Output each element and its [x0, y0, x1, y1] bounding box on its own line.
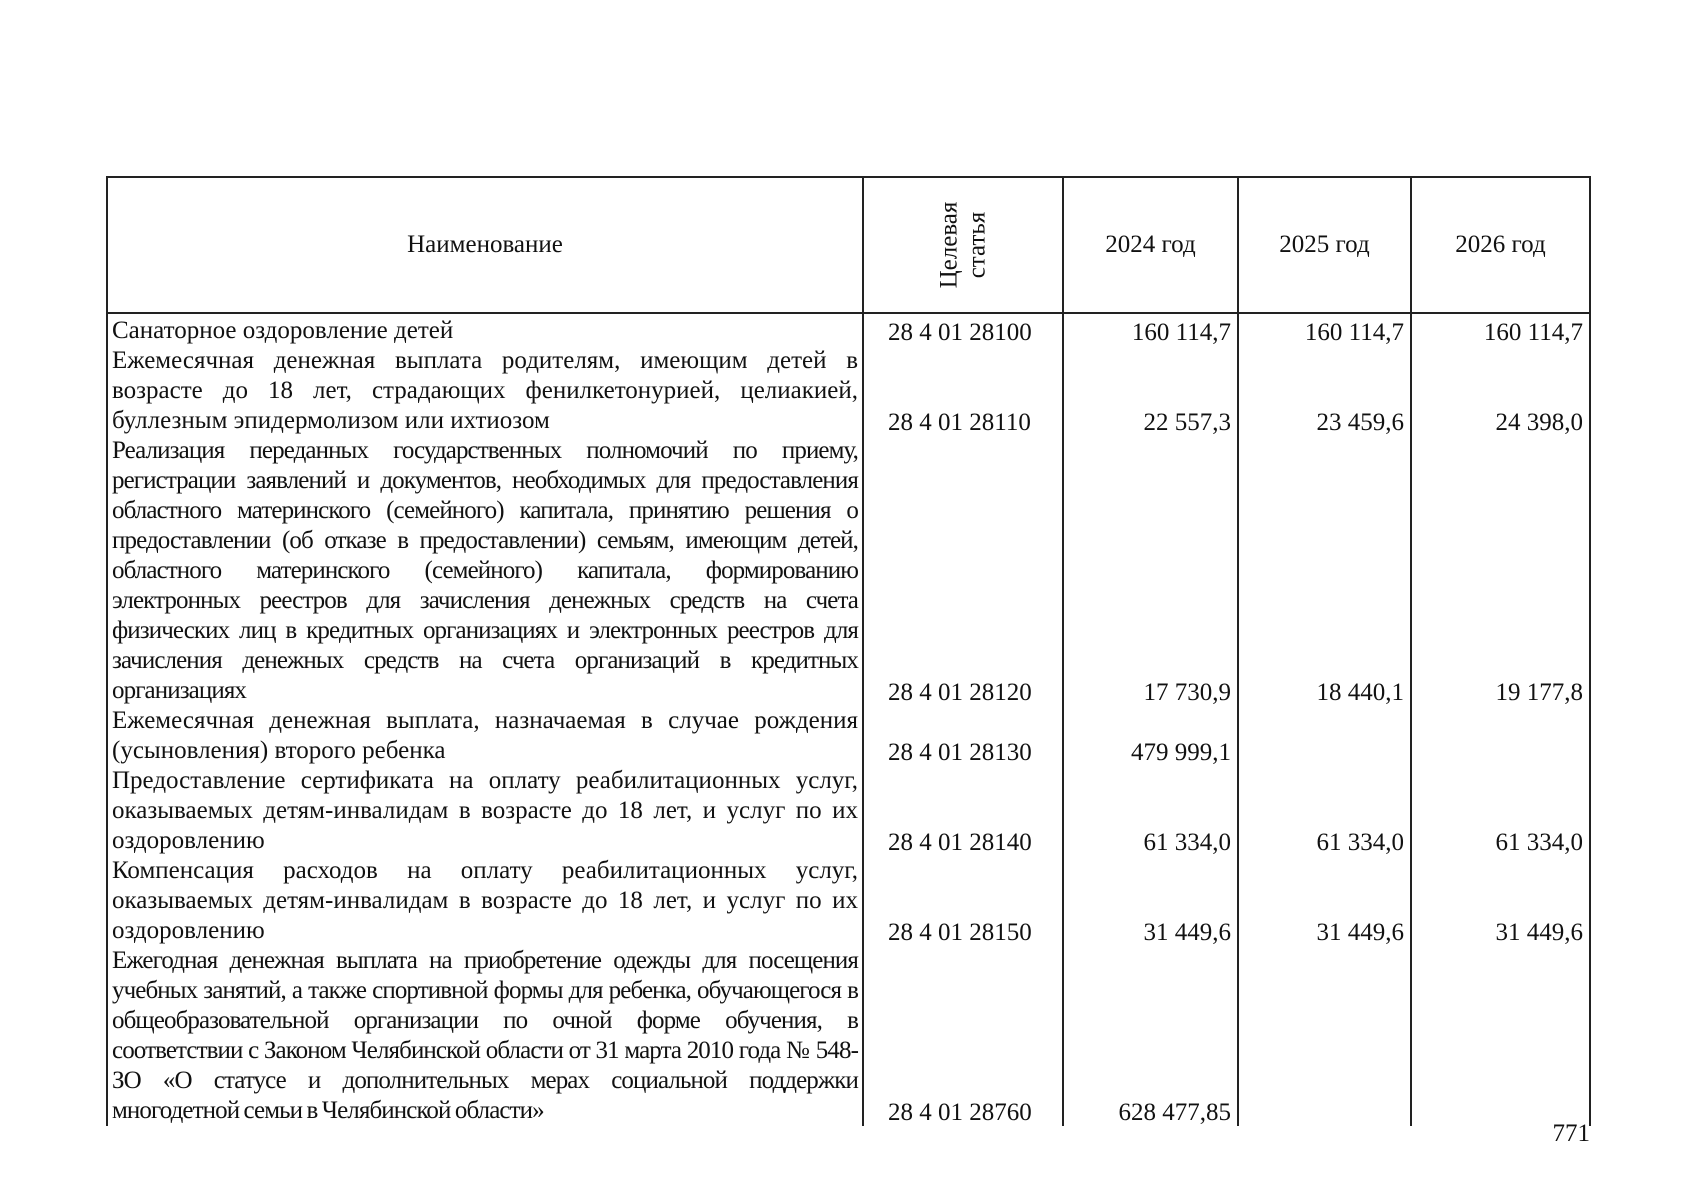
- row-code: [863, 313, 1063, 346]
- table-row: [107, 856, 1590, 946]
- row-value-2026: [1411, 706, 1590, 766]
- row-code-text: 28 4 01 28130: [888, 739, 1032, 766]
- row-name: Предоставление сертификата на оплату реабилитационных услуг, оказываемых детям-инвалидам в возрасте до 18 лет, и услуг по их оздоровлению: [107, 766, 863, 856]
- row-value-2024-text: 31 449,6: [1143, 919, 1231, 946]
- header-year-2024: 2024 год: [1063, 177, 1238, 313]
- row-value-2024: [1063, 706, 1238, 766]
- row-value-2025: [1238, 346, 1411, 436]
- header-year-2026: 2026 год: [1411, 177, 1590, 313]
- row-value-2024: [1063, 346, 1238, 436]
- row-code-text: 28 4 01 28760: [888, 1099, 1032, 1126]
- row-value-2024-text: 61 334,0: [1143, 829, 1231, 856]
- row-value-2026: [1411, 313, 1590, 346]
- header-year-2025: 2025 год: [1238, 177, 1411, 313]
- row-value-2024-text: 628 477,85: [1118, 1099, 1231, 1126]
- row-value-2024: [1063, 313, 1238, 346]
- table-row: [107, 766, 1590, 856]
- row-value-2024-text: 160 114,7: [1131, 319, 1231, 346]
- header-code-line2: статья: [962, 211, 990, 278]
- row-value-2026: [1411, 766, 1590, 856]
- row-value-2025-text: 61 334,0: [1316, 829, 1404, 856]
- row-code: [863, 766, 1063, 856]
- row-value-2024: [1063, 766, 1238, 856]
- row-name: Компенсация расходов на оплату реабилитационных услуг, оказываемых детям-инвалидам в возрасте до 18 лет, и услуг по их оздоровлению: [107, 856, 863, 946]
- table-row: [107, 313, 1590, 346]
- page-number: 771: [1552, 1120, 1590, 1147]
- budget-table: [106, 176, 1591, 1126]
- row-code: [863, 856, 1063, 946]
- header-target-article: [863, 177, 1063, 313]
- row-value-2024-text: 22 557,3: [1143, 409, 1231, 436]
- table-row: [107, 706, 1590, 766]
- row-value-2024: [1063, 856, 1238, 946]
- table-row: [107, 436, 1590, 706]
- row-name: Ежемесячная денежная выплата родителям, имеющим детей в возрасте до 18 лет, страдающих фенилкетонурией, целиакией, буллезным эпидермолизом или ихтиозом: [107, 346, 863, 436]
- row-value-2025: [1238, 313, 1411, 346]
- row-value-2025: [1238, 706, 1411, 766]
- header-name: Наименование: [107, 177, 863, 313]
- row-value-2025-text: 18 440,1: [1316, 679, 1404, 706]
- row-name: Реализация переданных государственных полномочий по приему, регистрации заявлений и документов, необходимых для предоставления областного материнского (семейного) капитала, принятию решения о предоставлении (об отказе в предоставлении) семьям, имеющим детей, областного материнского (семейного) капитала, формированию электронных реестров для зачисления денежных средств на счета физических лиц в кредитных организациях и электронных реестров для зачисления денежных средств на счета организаций в кредитных организациях: [107, 436, 863, 706]
- row-code: [863, 436, 1063, 706]
- row-value-2025: [1238, 946, 1411, 1126]
- row-code: [863, 346, 1063, 436]
- row-name: Ежемесячная денежная выплата, назначаемая в случае рождения (усыновления) второго ребенка: [107, 706, 863, 766]
- row-value-2026-text: 31 449,6: [1495, 919, 1583, 946]
- row-value-2025: [1238, 856, 1411, 946]
- table-row: [107, 946, 1590, 1126]
- row-value-2025-text: 31 449,6: [1316, 919, 1404, 946]
- row-value-2026-text: 160 114,7: [1483, 319, 1583, 346]
- row-value-2026: [1411, 946, 1590, 1126]
- row-value-2025-text: 160 114,7: [1304, 319, 1404, 346]
- row-value-2026-text: 24 398,0: [1495, 409, 1583, 436]
- table-header-row: [107, 177, 1590, 313]
- row-value-2026: [1411, 856, 1590, 946]
- row-code-text: 28 4 01 28140: [888, 829, 1032, 856]
- table-row: [107, 346, 1590, 436]
- row-value-2025: [1238, 766, 1411, 856]
- row-value-2026: [1411, 436, 1590, 706]
- row-value-2026-text: 19 177,8: [1495, 679, 1583, 706]
- header-code-line1: Целевая: [934, 201, 962, 288]
- row-value-2026-text: 61 334,0: [1495, 829, 1583, 856]
- row-code: [863, 946, 1063, 1126]
- row-value-2024: [1063, 436, 1238, 706]
- row-value-2024-text: 17 730,9: [1143, 679, 1231, 706]
- row-value-2024: [1063, 946, 1238, 1126]
- row-value-2026: [1411, 346, 1590, 436]
- row-code-text: 28 4 01 28100: [888, 319, 1032, 346]
- row-code: [863, 706, 1063, 766]
- row-value-2025: [1238, 436, 1411, 706]
- row-value-2025-text: 23 459,6: [1316, 409, 1404, 436]
- row-name: Санаторное оздоровление детей: [107, 313, 863, 346]
- row-code-text: 28 4 01 28150: [888, 919, 1032, 946]
- row-code-text: 28 4 01 28110: [888, 409, 1031, 436]
- row-code-text: 28 4 01 28120: [888, 679, 1032, 706]
- header-target-article-rotated: [935, 201, 991, 288]
- row-name: Ежегодная денежная выплата на приобретение одежды для посещения учебных занятий, а также спортивной формы для ребенка, обучающегося в общеобразовательной организации по очной форме обучения, в соответствии с Законом Челябинской области от 31 марта 2010 года № 548-ЗО «О статусе и дополнительных мерах социальной поддержки многодетной семьи в Челябинской области»: [107, 946, 863, 1126]
- row-value-2024-text: 479 999,1: [1131, 739, 1231, 766]
